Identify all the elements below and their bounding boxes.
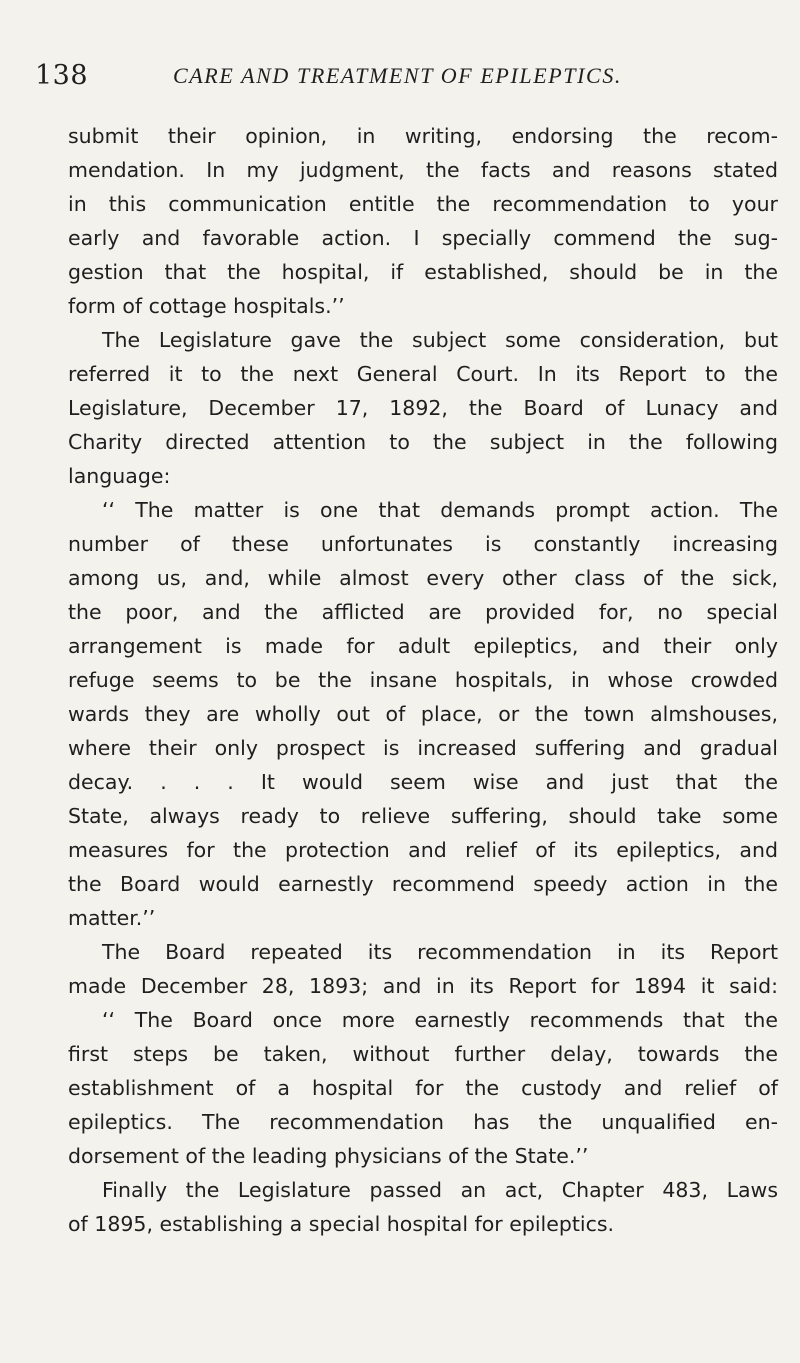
text-line: matter.’’ — [68, 906, 156, 930]
text-line: decay. . . . It would seem wise and just that the — [68, 770, 778, 794]
text-line: measures for the protection and relief of its epileptics, and — [68, 838, 778, 862]
text-line: wards they are wholly out of place, or the town almshouses, — [68, 702, 778, 726]
text-line: establishment of a hospital for the custody and relief of — [68, 1076, 778, 1100]
text-line: early and favorable action. I specially commend the sug- — [68, 226, 778, 250]
running-title: CARE AND TREATMENT OF EPILEPTICS. — [173, 63, 623, 88]
body-text — [68, 119, 778, 1241]
text-line: The Board repeated its recommendation in its Report — [102, 940, 778, 964]
text-line: Legislature, December 17, 1892, the Board of Lunacy and — [68, 396, 778, 420]
text-line: referred it to the next General Court. In its Report to the — [68, 362, 778, 386]
text-line: ‘‘ The Board once more earnestly recommends that the — [102, 1008, 778, 1032]
text-line: mendation. In my judgment, the facts and reasons stated — [68, 158, 778, 182]
text-line: the Board would earnestly recommend speedy action in the — [68, 872, 778, 896]
text-line: submit their opinion, in writing, endorsing the recom- — [68, 124, 778, 148]
text-line: language: — [68, 464, 171, 488]
text-line: The Legislature gave the subject some consideration, but — [102, 328, 778, 352]
text-line: Charity directed attention to the subject in the following — [68, 430, 778, 454]
text-line: first steps be taken, without further delay, towards the — [68, 1042, 778, 1066]
text-line: of 1895, establishing a special hospital for epileptics. — [68, 1212, 615, 1236]
text-line: number of these unfortunates is constantly increasing — [68, 532, 778, 556]
text-line: among us, and, while almost every other class of the sick, — [68, 566, 778, 590]
text-line: gestion that the hospital, if established, should be in the — [68, 260, 778, 284]
text-line: refuge seems to be the insane hospitals, in whose crowded — [68, 668, 778, 692]
text-line: form of cottage hospitals.’’ — [68, 294, 345, 318]
text-line: where their only prospect is increased suffering and gradual — [68, 736, 778, 760]
text-line: ‘‘ The matter is one that demands prompt action. The — [102, 498, 778, 522]
text-line: Finally the Legislature passed an act, Chapter 483, Laws — [102, 1178, 778, 1202]
page-number: 138 — [35, 60, 89, 91]
running-header — [35, 58, 755, 94]
text-line: State, always ready to relieve suffering, should take some — [68, 804, 778, 828]
text-line: in this communication entitle the recommendation to your — [68, 192, 778, 216]
text-line: the poor, and the afflicted are provided for, no special — [68, 600, 778, 624]
text-line: made December 28, 1893; and in its Report for 1894 it said: — [68, 974, 778, 998]
text-line: epileptics. The recommendation has the unqualified en- — [68, 1110, 778, 1134]
text-line: arrangement is made for adult epileptics, and their only — [68, 634, 778, 658]
text-line: dorsement of the leading physicians of the State.’’ — [68, 1144, 589, 1168]
